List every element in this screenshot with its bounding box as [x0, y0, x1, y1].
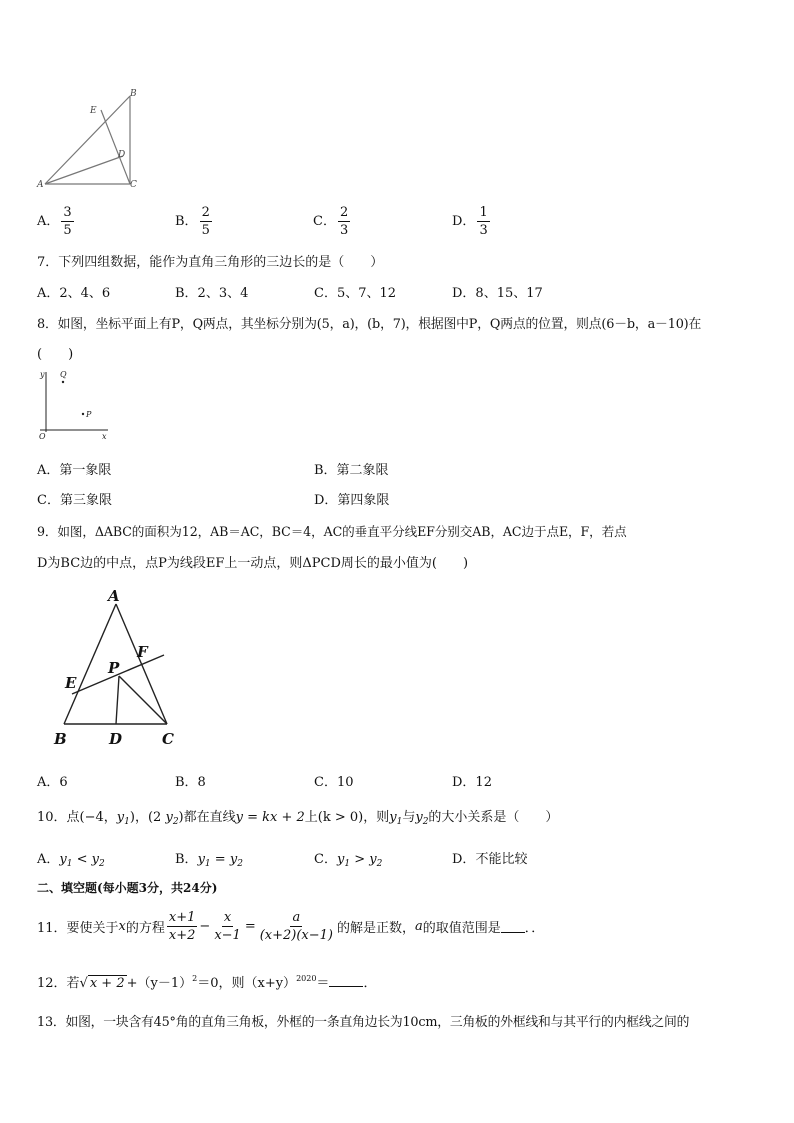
q13-stem: 13．如图，一块含有45°角的直角三角板，外框的一条直角边长为10cm，三角板的外框线和与其平行的内框线之间的	[37, 1015, 690, 1030]
numerator: 1	[479, 205, 488, 220]
fraction-2	[212, 909, 243, 944]
p-label: P	[86, 410, 92, 419]
answer-blank[interactable]	[501, 920, 525, 933]
denominator: (x+2)(x−1)	[259, 928, 333, 943]
q10-number: 10．点	[37, 810, 80, 825]
y-label: y	[40, 370, 45, 379]
point2-open: (2	[147, 810, 162, 825]
fraction-1	[167, 909, 198, 944]
q12-prefix: 12．若	[37, 976, 80, 991]
x-var: x	[118, 919, 126, 934]
label-c: C	[130, 180, 137, 190]
answer-blank[interactable]	[329, 974, 363, 987]
denominator: 5	[201, 223, 210, 238]
q6-option-c[interactable]	[313, 204, 352, 239]
segment-pc	[119, 676, 167, 724]
square-exp: 2	[192, 974, 198, 983]
option-letter: A．	[37, 214, 60, 229]
fraction-3	[258, 909, 335, 944]
label-e: E	[65, 674, 77, 692]
option-letter: D．	[452, 214, 476, 229]
denominator: x−1	[214, 928, 241, 943]
q9-line1: 9．如图，ΔABC的面积为12，AB＝AC，BC＝4，AC的垂直平分线EF分别交AB，AC边于点E，F，若点	[37, 524, 627, 539]
q9-figure	[52, 586, 184, 748]
label-c: C	[162, 730, 174, 748]
power-exp: 2020	[296, 974, 317, 983]
q8-option-a[interactable]: A．第一象限	[37, 463, 112, 478]
x-label: x	[102, 432, 107, 441]
section-heading: 二、填空题(每小题3分，共24分)	[37, 881, 218, 895]
point1-close: )，	[129, 810, 148, 825]
y2-sub: 2	[172, 817, 179, 827]
q11-mid: 的方程	[125, 921, 165, 936]
q11-prefix: 11．要使关于	[37, 921, 119, 936]
q8-option-c[interactable]: C．第三象限	[37, 493, 112, 508]
radicand: x + 2	[89, 976, 125, 991]
numerator: 2	[339, 205, 349, 220]
numerator: x+1	[168, 910, 196, 925]
y1-ref: $y_1$	[389, 810, 403, 827]
q12-stem	[37, 972, 376, 991]
option-text: 不能比较	[475, 852, 528, 867]
q9-option-c[interactable]: C．10	[314, 775, 354, 790]
q7-option-b[interactable]: B．2、3、4	[175, 286, 249, 301]
denominator: 5	[63, 223, 72, 238]
label-b: B	[54, 730, 67, 748]
label-a: A	[108, 587, 120, 605]
q8-option-b[interactable]: B．第二象限	[314, 463, 389, 478]
q10-option-d[interactable]	[452, 848, 527, 867]
q10-option-b[interactable]: B．$y_1 = y_2$	[175, 852, 243, 869]
relation: <	[76, 852, 88, 867]
y1-sub: 1	[124, 817, 130, 827]
q10-tail: 的大小关系是（ ）	[428, 810, 559, 825]
y2-letter: y	[165, 810, 173, 825]
numerator: x	[223, 910, 232, 925]
q12-mid: +（y－1）	[126, 976, 193, 991]
q-label: Q	[60, 370, 67, 379]
y1-var	[117, 810, 130, 825]
relation: =	[214, 852, 226, 867]
denominator: 3	[479, 223, 488, 238]
option-letter: C．	[313, 214, 336, 229]
q10-option-c[interactable]: C．$y_1 > y_2$	[314, 852, 383, 869]
point-q	[62, 381, 64, 383]
q11-end: 的取值范围是	[422, 921, 501, 936]
label-d: D	[118, 150, 126, 160]
numerator: a	[292, 910, 301, 925]
fraction	[61, 204, 73, 239]
origin-label: O	[39, 432, 46, 441]
q6-figure	[34, 86, 146, 190]
y2-var	[165, 810, 178, 825]
q8-stem: 8．如图，坐标平面上有P，Q两点，其坐标分别为(5，a)，(b，7)，根据图中P，Q两点的位置，则点(6－b，a－10)在	[37, 317, 702, 332]
point1-open: (−4，	[79, 810, 117, 825]
label-f: F	[137, 643, 148, 661]
point-p	[82, 413, 84, 415]
option-letter: D．	[452, 852, 476, 867]
q7-option-c[interactable]: C．5、7、12	[314, 286, 397, 301]
sqrt-sign: √	[79, 976, 88, 991]
relation: >	[354, 852, 366, 867]
option-letter: A．	[37, 852, 60, 867]
q6-option-d[interactable]	[452, 204, 492, 239]
a-var: a	[415, 919, 423, 934]
option-letter: C．	[314, 852, 337, 867]
label-e: E	[90, 106, 97, 116]
q7-option-a[interactable]: A．2、4、6	[37, 286, 111, 301]
q11-dots: ．．	[524, 921, 545, 936]
line-equation: y = kx + 2	[235, 810, 305, 825]
condition: 上(k > 0)，则	[304, 810, 390, 825]
q8-option-d[interactable]: D．第四象限	[314, 493, 390, 508]
q8-stem-cont: ( )	[37, 347, 74, 362]
q10-stem: 10．点(−4，$y_1$)，(2 $y_2$)都在直线y = kx + 2上(k > 0)，则$y_1$与$y_2$的大小关系是（ ）	[37, 810, 559, 827]
q12-dot: ．	[363, 976, 377, 991]
q12-mid2: ＝0，则（x+y）	[197, 976, 297, 991]
fraction	[338, 204, 350, 239]
y1-letter: y	[116, 810, 125, 825]
fraction	[477, 204, 489, 239]
q9-option-a[interactable]: A．6	[37, 775, 68, 790]
label-a: A	[37, 180, 44, 190]
fraction	[200, 204, 212, 239]
label-b: B	[130, 89, 137, 99]
option-letter: B．	[175, 214, 198, 229]
q11-suffix: 的解是正数，	[337, 921, 416, 936]
numerator: 2	[201, 205, 210, 220]
q9-option-b[interactable]: B．8	[175, 775, 206, 790]
label-p: P	[108, 659, 120, 677]
q7-option-d[interactable]: D．8、15、17	[452, 286, 543, 301]
q6-option-a[interactable]	[37, 204, 76, 239]
denominator: x+2	[168, 928, 196, 943]
q9-line2: D为BC边的中点，点P为线段EF上一动点，则ΔPCD周长的最小值为( )	[37, 556, 469, 571]
q12-end: ＝	[316, 976, 330, 991]
segment-pd	[116, 676, 119, 724]
q9-option-d[interactable]: D．12	[452, 775, 492, 790]
label-d: D	[109, 730, 123, 748]
q11-stem: 11．要使关于 x 的方程 $\frac{x+1}{x+2}$ − $\frac{x}{x-1}$ = $\frac{a}{(x+2)(x-1)}$ 的解是正数， a 的取值范围是 ．．	[37, 910, 545, 943]
numerator: 3	[63, 205, 72, 220]
q8-figure	[34, 366, 114, 444]
denominator: 3	[339, 223, 349, 238]
q7-stem: 7．下列四组数据，能作为直角三角形的三边长的是（ ）	[37, 255, 384, 270]
q6-option-b[interactable]	[175, 204, 214, 239]
option-letter: B．	[175, 852, 198, 867]
q10-option-a[interactable]: A．$y_1 < y_2$	[37, 852, 105, 869]
point2-close: )都在直线	[178, 810, 236, 825]
y2-ref: $y_2$	[415, 810, 429, 827]
